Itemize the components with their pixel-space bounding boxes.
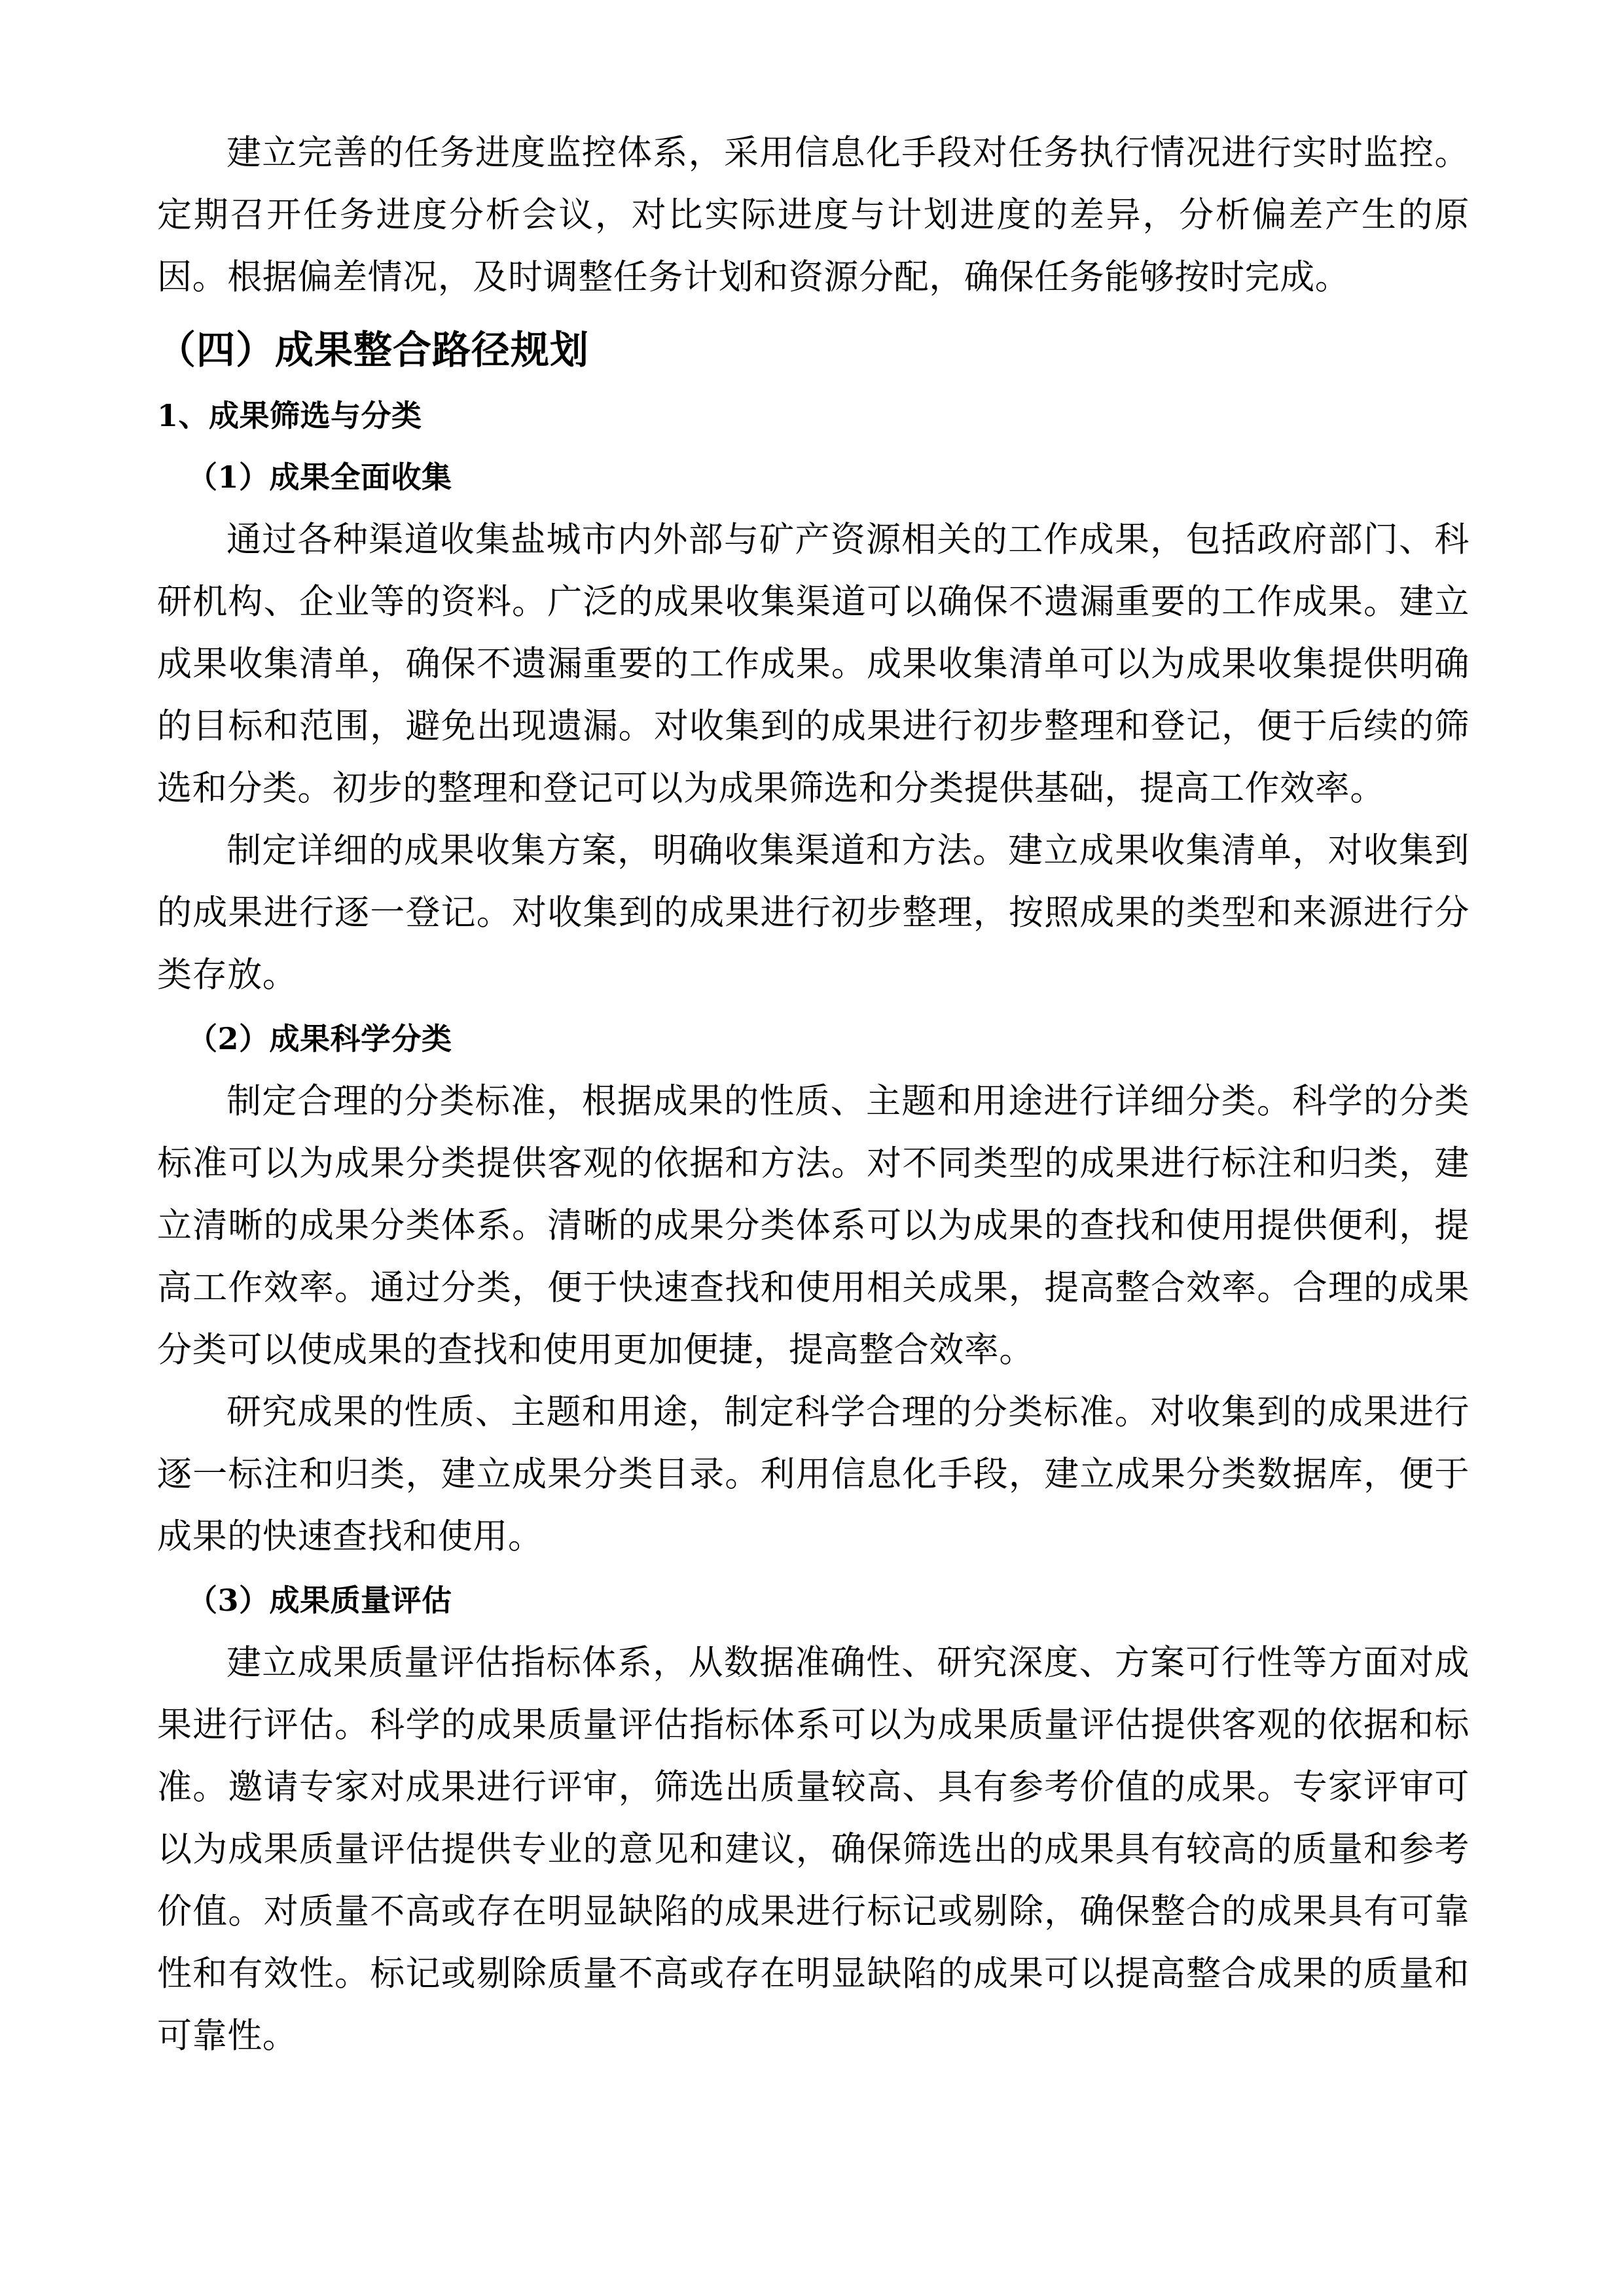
heading-1-achievement-screening-classification: 1、成果筛选与分类	[157, 398, 422, 433]
heading-1-1-comprehensive-collection: （1）成果全面收集	[187, 459, 452, 495]
paragraph-classification-catalog: 研究成果的性质、主题和用途，制定科学合理的分类标准。对收集到的成果进行逐一标注和归类，建立成果分类目录。利用信息化手段，建立成果分类数据库，便于成果的快速查找和使用。	[157, 1392, 1470, 1556]
paragraph-collection-plan: 制定详细的成果收集方案，明确收集渠道和方法。建立成果收集清单，对收集到的成果进行逐一登记。对收集到的成果进行初步整理，按照成果的类型和来源进行分类存放。	[157, 831, 1470, 995]
paragraph-quality-assessment-system: 建立成果质量评估指标体系，从数据准确性、研究深度、方案可行性等方面对成果进行评估。科学的成果质量评估指标体系可以为成果质量评估提供客观的依据和标准。邀请专家对成果进行评审，筛选出质量较高、具有参考价值的成果。专家评审可以为成果质量评估提供专业的意见和建议，确保筛选出的成果具有较高的质量和参考价值。对质量不高或存在明显缺陷的成果进行标记或剔除，确保整合的成果具有可靠性和有效性。标记或剔除质量不高或存在明显缺陷的成果可以提高整合成果的质量和可靠性。	[157, 1643, 1470, 2056]
heading-1-2-scientific-classification: （2）成果科学分类	[187, 1021, 452, 1056]
document-body	[157, 122, 1470, 2067]
paragraph-collection-channels: 通过各种渠道收集盐城市内外部与矿产资源相关的工作成果，包括政府部门、科研机构、企业等的资料。广泛的成果收集渠道可以确保不遗漏重要的工作成果。建立成果收集清单，确保不遗漏重要的工作成果。成果收集清单可以为成果收集提供明确的目标和范围，避免出现遗漏。对收集到的成果进行初步整理和登记，便于后续的筛选和分类。初步的整理和登记可以为成果筛选和分类提供基础，提高工作效率。	[157, 520, 1470, 808]
heading-section-achievement-integration-path: （四）成果整合路径规划	[157, 327, 590, 372]
paragraph-classification-standards: 制定合理的分类标准，根据成果的性质、主题和用途进行详细分类。科学的分类标准可以为成果分类提供客观的依据和方法。对不同类型的成果进行标注和归类，建立清晰的成果分类体系。清晰的成果分类体系可以为成果的查找和使用提供便利，提高工作效率。通过分类，便于快速查找和使用相关成果，提高整合效率。合理的成果分类可以使成果的查找和使用更加便捷，提高整合效率。	[157, 1081, 1470, 1370]
paragraph-task-progress-monitoring: 建立完善的任务进度监控体系，采用信息化手段对任务执行情况进行实时监控。定期召开任务进度分析会议，对比实际进度与计划进度的差异，分析偏差产生的原因。根据偏差情况，及时调整任务计划和资源分配，确保任务能够按时完成。	[157, 133, 1470, 297]
heading-1-3-quality-assessment: （3）成果质量评估	[187, 1583, 452, 1618]
